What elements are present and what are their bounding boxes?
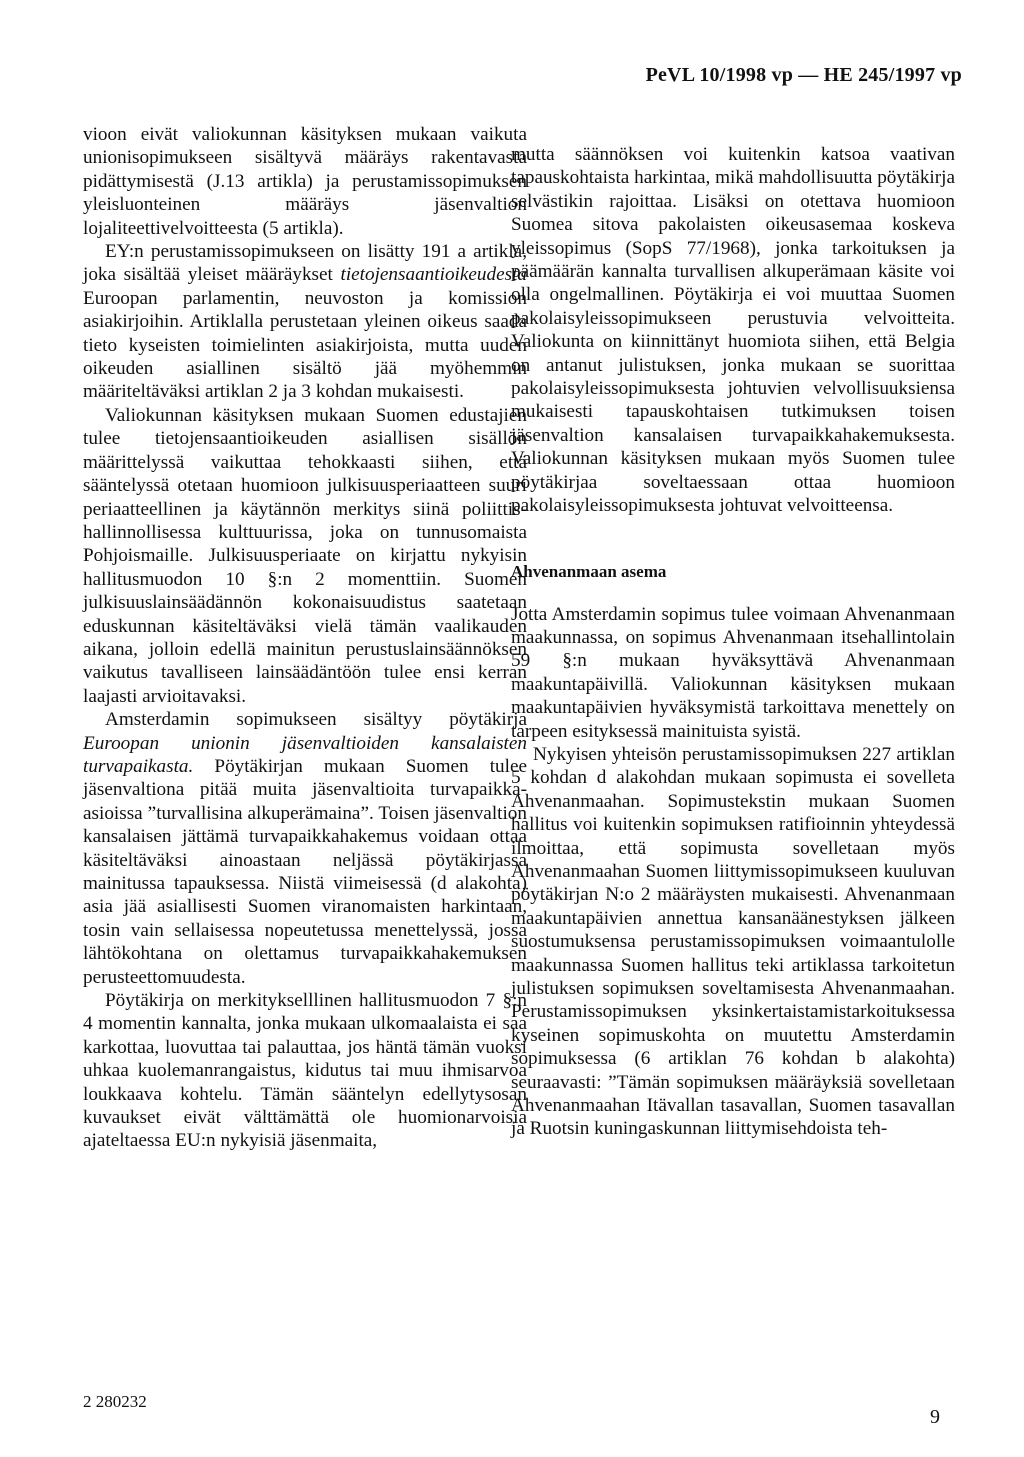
left-paragraph-2 bbox=[83, 240, 527, 404]
right-paragraph-3: Nykyisen yhteisön perustamissopimuksen 227 artiklan 5 kohdan d alakohdan mukaan sopimusta ei sovelleta Ahvenanmaahan. Sopimustekstin mukaan Suomen hallitus voi kuitenkin sopimuksen ratifioinnin yhteydessä ilmoittaa, että sopimusta sovelletaan myös Ahvenanmaahan Suomen liittymissopimukseen kuuluvan pöytäkirjan N:o 2 määräysten mukaisesti. Ahvenanmaan maakuntapäivien annettua kansanäänestyksen jälkeen suostumuksensa perustamissopimuksen voimaantulolle maakunnassa Suomen hallitus teki artiklassa tarkoitetun julistuksen sopimuksen soveltamisesta Ahvenanmaahan. Perustamissopimuksen yksinkertaistamistarkoituksessa kyseinen sopimuskohta on muutettu Amsterdamin sopimuksessa (6 artiklan 76 kohdan b alakohta) seuraavasti: ”Tämän sopimuksen määräyksiä sovelletaan Ahvenanmaahan Itävallan tasavallan, Suomen tasavallan ja Ruotsin kuningaskunnan liittymisehdoista teh- bbox=[511, 743, 955, 1140]
left-paragraph-4-text-b: Pöytäkirjan mukaan Suomen tulee jäsenvaltiona pitää muita jäsenvaltioita turvapaikka-asioissa ”turvallisina alkuperämaina”. Toisen jäsenvaltion kansalaisen jättämä turvapaikkahakemus voidaan ottaa käsiteltäväksi ainoastaan neljässä pöytäkirjassa mainitussa tapauksessa. Niistä viimeisessä (d alakohta) asia jää asiallisesti Suomen viranomaisten harkintaan, tosin vain sellaisessa nopeutetussa menettelyssä, jossa lähtökohtana on olettamus turvapaikkahakemuksen perusteettomuudesta. bbox=[83, 755, 527, 988]
section-heading: Ahvenanmaan asema bbox=[511, 561, 667, 581]
left-paragraph-1: vioon eivät valiokunnan käsityksen mukaan vaikuta unionisopimukseen sisältyvä määräys rakentavasta pidättymisestä (J.13 artikla) ja perustamissopimuksen yleisluonteinen määräys jäsenvaltion lojaliteettivelvoitteesta (5 artikla). bbox=[83, 124, 527, 239]
print-code: 2 280232 bbox=[83, 1392, 147, 1411]
right-column bbox=[511, 143, 955, 1141]
left-paragraph-5: Pöytäkirja on merkitykselllinen hallitusmuodon 7 §:n 4 momentin kannalta, jonka mukaan ulkomaalaista ei saa karkottaa, luovuttaa tai palauttaa, jos häntä tämän vuoksi uhkaa kuolemanrangaistus, kidutus tai muu ihmisarvoa loukkaava kohtelu. Tämän sääntelyn edellytysosan kuvaukset eivät välttämättä ole huomionarvoisia ajateltaessa EU:n nykyisiä jäsenmaita, bbox=[83, 990, 527, 1152]
running-head: PeVL 10/1998 vp — HE 245/1997 vp bbox=[645, 64, 962, 86]
left-paragraph-4-emphasis: Euroopan unionin jäsenvaltioiden kansalaisten turvapaikasta. bbox=[83, 732, 527, 777]
right-paragraph-1: mutta säännöksen voi kuitenkin katsoa vaativan tapauskohtaista harkintaa, mikä mahdollisuutta pöytäkirja selvästikin rajoittaa. Lisäksi on otettava huomioon Suomea sitova pakolaisten oikeusasemaa koskeva yleissopimus (SopS 77/1968), jonka tarkoituksen ja päämäärän kannalta turvallisen alkuperämaan käsite voi olla ongelmallinen. Pöytäkirja ei voi muuttaa Suomen pakolaisyleissopimukseen perustuvia velvoitteita. Valiokunta on kiinnittänyt huomiota siihen, että Belgia on antanut julistuksen, jonka mukaan se suorittaa pakolaisyleissopimuksesta johtuvien velvollisuuksiensa mukaisesti tapauskohtaisen tutkimuksen toisen jäsenvaltion kansalaisen turvapaikkahakemuksesta. Valiokunnan käsityksen mukaan myös Suomen tulee pöytäkirjaa soveltaessaan ottaa huomioon pakolaisyleissopimuksesta johtuvat velvoitteensa. bbox=[511, 144, 955, 517]
left-paragraph-2-text-a: EY:n perustamissopimukseen on lisätty 191 a artikla, joka sisältää yleiset määräykset bbox=[83, 241, 527, 286]
left-paragraph-2-emphasis: tietojensaantioikeudesta bbox=[340, 264, 527, 286]
left-paragraph-3: Valiokunnan käsityksen mukaan Suomen edustajien tulee tietojensaantioikeuden asiallisen sisällön määrittelyssä vaikuttaa tehokkaasti siihen, että sääntelyssä otetaan huomioon julkisuusperiaatteen suuri periaatteellinen ja käytännön merkitys siinä poliittis-hallinnollisessa kulttuurissa, joka on tunnusomaista Pohjoismaille. Julkisuusperiaate on kirjattu nykyisin hallitusmuodon 10 §:n 2 momenttiin. Suomen julkisuuslainsäädännön kokonaisuudistus saatetaan eduskunnan käsiteltäväksi vielä tämän vaalikauden aikana, jolloin edellä mainitun perustuslainsäännöksen vaikutus tavalliseen lainsäädäntöön tulee ensi kerran laajasti arvioitavaksi. bbox=[83, 404, 527, 707]
page-number: 9 bbox=[930, 1406, 940, 1428]
left-paragraph-4-text-a: Amsterdamin sopimukseen sisältyy pöytäkirja bbox=[105, 709, 527, 731]
left-column bbox=[83, 123, 527, 1153]
left-paragraph-4 bbox=[83, 708, 527, 989]
left-paragraph-2-text-b: Euroopan parlamentin, neuvoston ja komission asiakirjoihin. Artiklalla perustetaan yleinen oikeus saada tieto kyseisten toimielinten asiakirjoista, mutta uuden oikeuden asiallinen sisältö jää myöhemmin määriteltäväksi artiklan 2 ja 3 kohdan mukaisesti. bbox=[83, 287, 527, 403]
right-paragraph-2: Jotta Amsterdamin sopimus tulee voimaan Ahvenanmaan maakunnassa, on sopimus Ahvenanmaan itsehallintolain 59 §:n mukaan hyväksyttävä Ahvenanmaan maakuntapäivillä. Valiokunnan käsityksen mukaan maakuntapäivien hyväksymistä tarkoittava menettely on tarpeen esityksessä mainituista syistä. bbox=[511, 603, 955, 742]
